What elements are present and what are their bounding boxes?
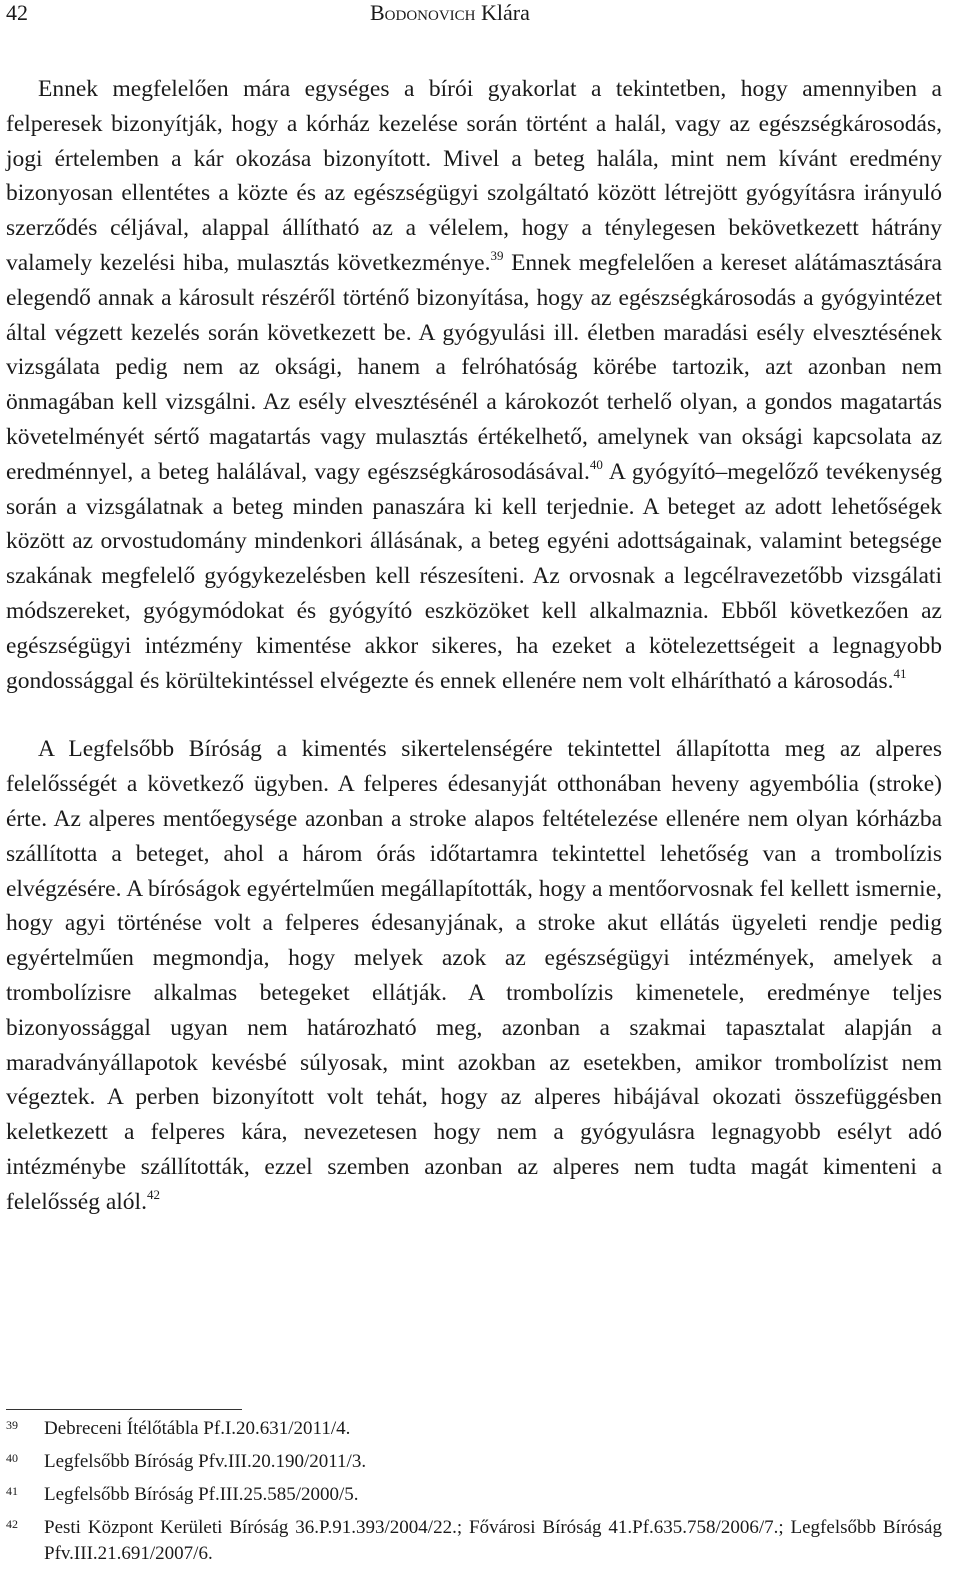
footnote-text: Legfelsőbb Bíróság Pfv.III.20.190/2011/3. [44, 1451, 367, 1472]
page-header [0, 0, 960, 30]
footnote-ref: 41 [893, 665, 907, 681]
page-number: 42 [6, 0, 28, 25]
footnote-ref: 39 [490, 247, 504, 263]
footnotes [6, 1416, 942, 1574]
main-text [6, 72, 942, 1220]
footnote-separator [6, 1409, 242, 1410]
author-surname: Bodonovich [370, 0, 476, 25]
text-segment: Ennek megfelelően a kereset alátámasztására elegendő annak a károsult részéről történő bizonyítása, hogy az egészségkárosodás a gyógyintézet által végzett kezelés során következett be. A gyógyulási ill. életben maradási esély elvesztésének vizsgálata pedig nem az oksági, hanem a felróhatóság körébe tartozik, azt azonban nem önmagában kell vizsgálni. Az esély elvesztésénél a károkozót terhelő olyan, a gondos magatartás követelményét sértő magatartás vagy mulasztás értékelhető, amelynek van oksági kapcsolata az eredménnyel, a beteg halálával, vagy egészségkárosodásával. [6, 249, 942, 485]
footnote [6, 1416, 942, 1442]
footnote-number: 41 [6, 1484, 18, 1498]
paragraph [6, 72, 942, 698]
text-segment: A gyógyító–megelőző tevékenység során a vizsgálatnak a beteg minden panaszára ki kell terjednie. A beteget az adott lehetőségek között az orvostudomány mindenkori állásának, a beteg egyéni adottságainak, valamint betegsége szakának megfelelő gyógykezelésben kell részesíteni. Az orvosnak a legcélravezetőbb vizsgálati módszereket, gyógymódokat és gyógyító eszközöket kell alkalmaznia. Ebből következően az egészségügyi intézmény kimentése akkor sikeres, ha ezeket a kötelezettségeit a legnagyobb gondossággal és körültekintéssel elvégezte és ennek ellenére nem volt elhárítható a károsodás. [6, 458, 942, 694]
footnote [6, 1482, 942, 1508]
footnote-text: Legfelsőbb Bíróság Pf.III.25.585/2000/5. [44, 1484, 359, 1505]
footnote-text: Pesti Központ Kerületi Bíróság 36.P.91.393/2004/22.; Fővárosi Bíróság 41.Pf.635.758/2006/7.; Legfelsőbb Bíróság Pfv.III.21.691/2007/6. [44, 1517, 942, 1564]
text-segment: A Legfelsőbb Bíróság a kimentés sikertelenségére tekintettel állapította meg az alperes felelősségét a következő ügyben. A felperes édesanyját otthonában heveny agyembólia (stroke) érte. Az alperes mentőegysége azonban a stroke alapos feltételezése ellenére nem olyan kórházba szállította a beteget, ahol a három órás időtartamra tekintettel lehetőség van a trombolízis elvégzésére. A bíróságok egyértelműen megállapították, hogy a mentőorvosnak fel kellett ismernie, hogy agyi történése volt a felperes édesanyjának, a stroke akut ellátás ügyeleti rendje pedig egyértelműen megmondja, hogy melyek azok az egészségügyi intézmények, amelyek a trombolízisre alkalmas betegeket ellátják. A trombolízis kimenetele, eredménye teljes bizonyossággal ugyan nem határozható meg, azonban a szakmai tapasztalat alapján a maradványállapotok kevésbé súlyosak, mint azokban az esetekben, amikor trombolízist nem végeztek. A perben bizonyított volt tehát, hogy az alperes hibájával okozati összefüggésben keletkezett a felperes kára, nevezetesen hogy nem a gyógyulásra legnagyobb esélyt adó intézménybe szállították, ezzel szemben azonban az alperes nem tudta magát kimenteni a felelősség alól. [6, 736, 942, 1215]
footnote-number: 40 [6, 1451, 18, 1465]
footnote-number: 42 [6, 1517, 18, 1531]
footnote-ref: 40 [589, 456, 603, 472]
author-given-name: Klára [481, 0, 530, 25]
footnote [6, 1449, 942, 1475]
text-segment: Ennek megfelelően mára egységes a bírói gyakorlat a tekintetben, hogy amennyiben a felperesek bizonyítják, hogy a kórház kezelése során történt a halál, vagy az egészségkárosodás, jogi értelemben a kár okozása bizonyított. Mivel a beteg halála, mint nem kívánt eredmény bizonyosan ellentétes a közte és az egészségügyi szolgáltató között létrejött gyógyításra irányuló szerződés céljával, alappal állítható az a vélelem, hogy a ténylegesen bekövetkezett hátrány valamely kezelési hiba, mulasztás következménye. [6, 76, 942, 276]
footnote-text: Debreceni Ítélőtábla Pf.I.20.631/2011/4. [44, 1418, 351, 1439]
paragraph [6, 732, 942, 1219]
footnote [6, 1515, 942, 1567]
footnote-ref: 42 [146, 1186, 160, 1202]
footnote-number: 39 [6, 1418, 18, 1432]
running-head [370, 0, 530, 26]
